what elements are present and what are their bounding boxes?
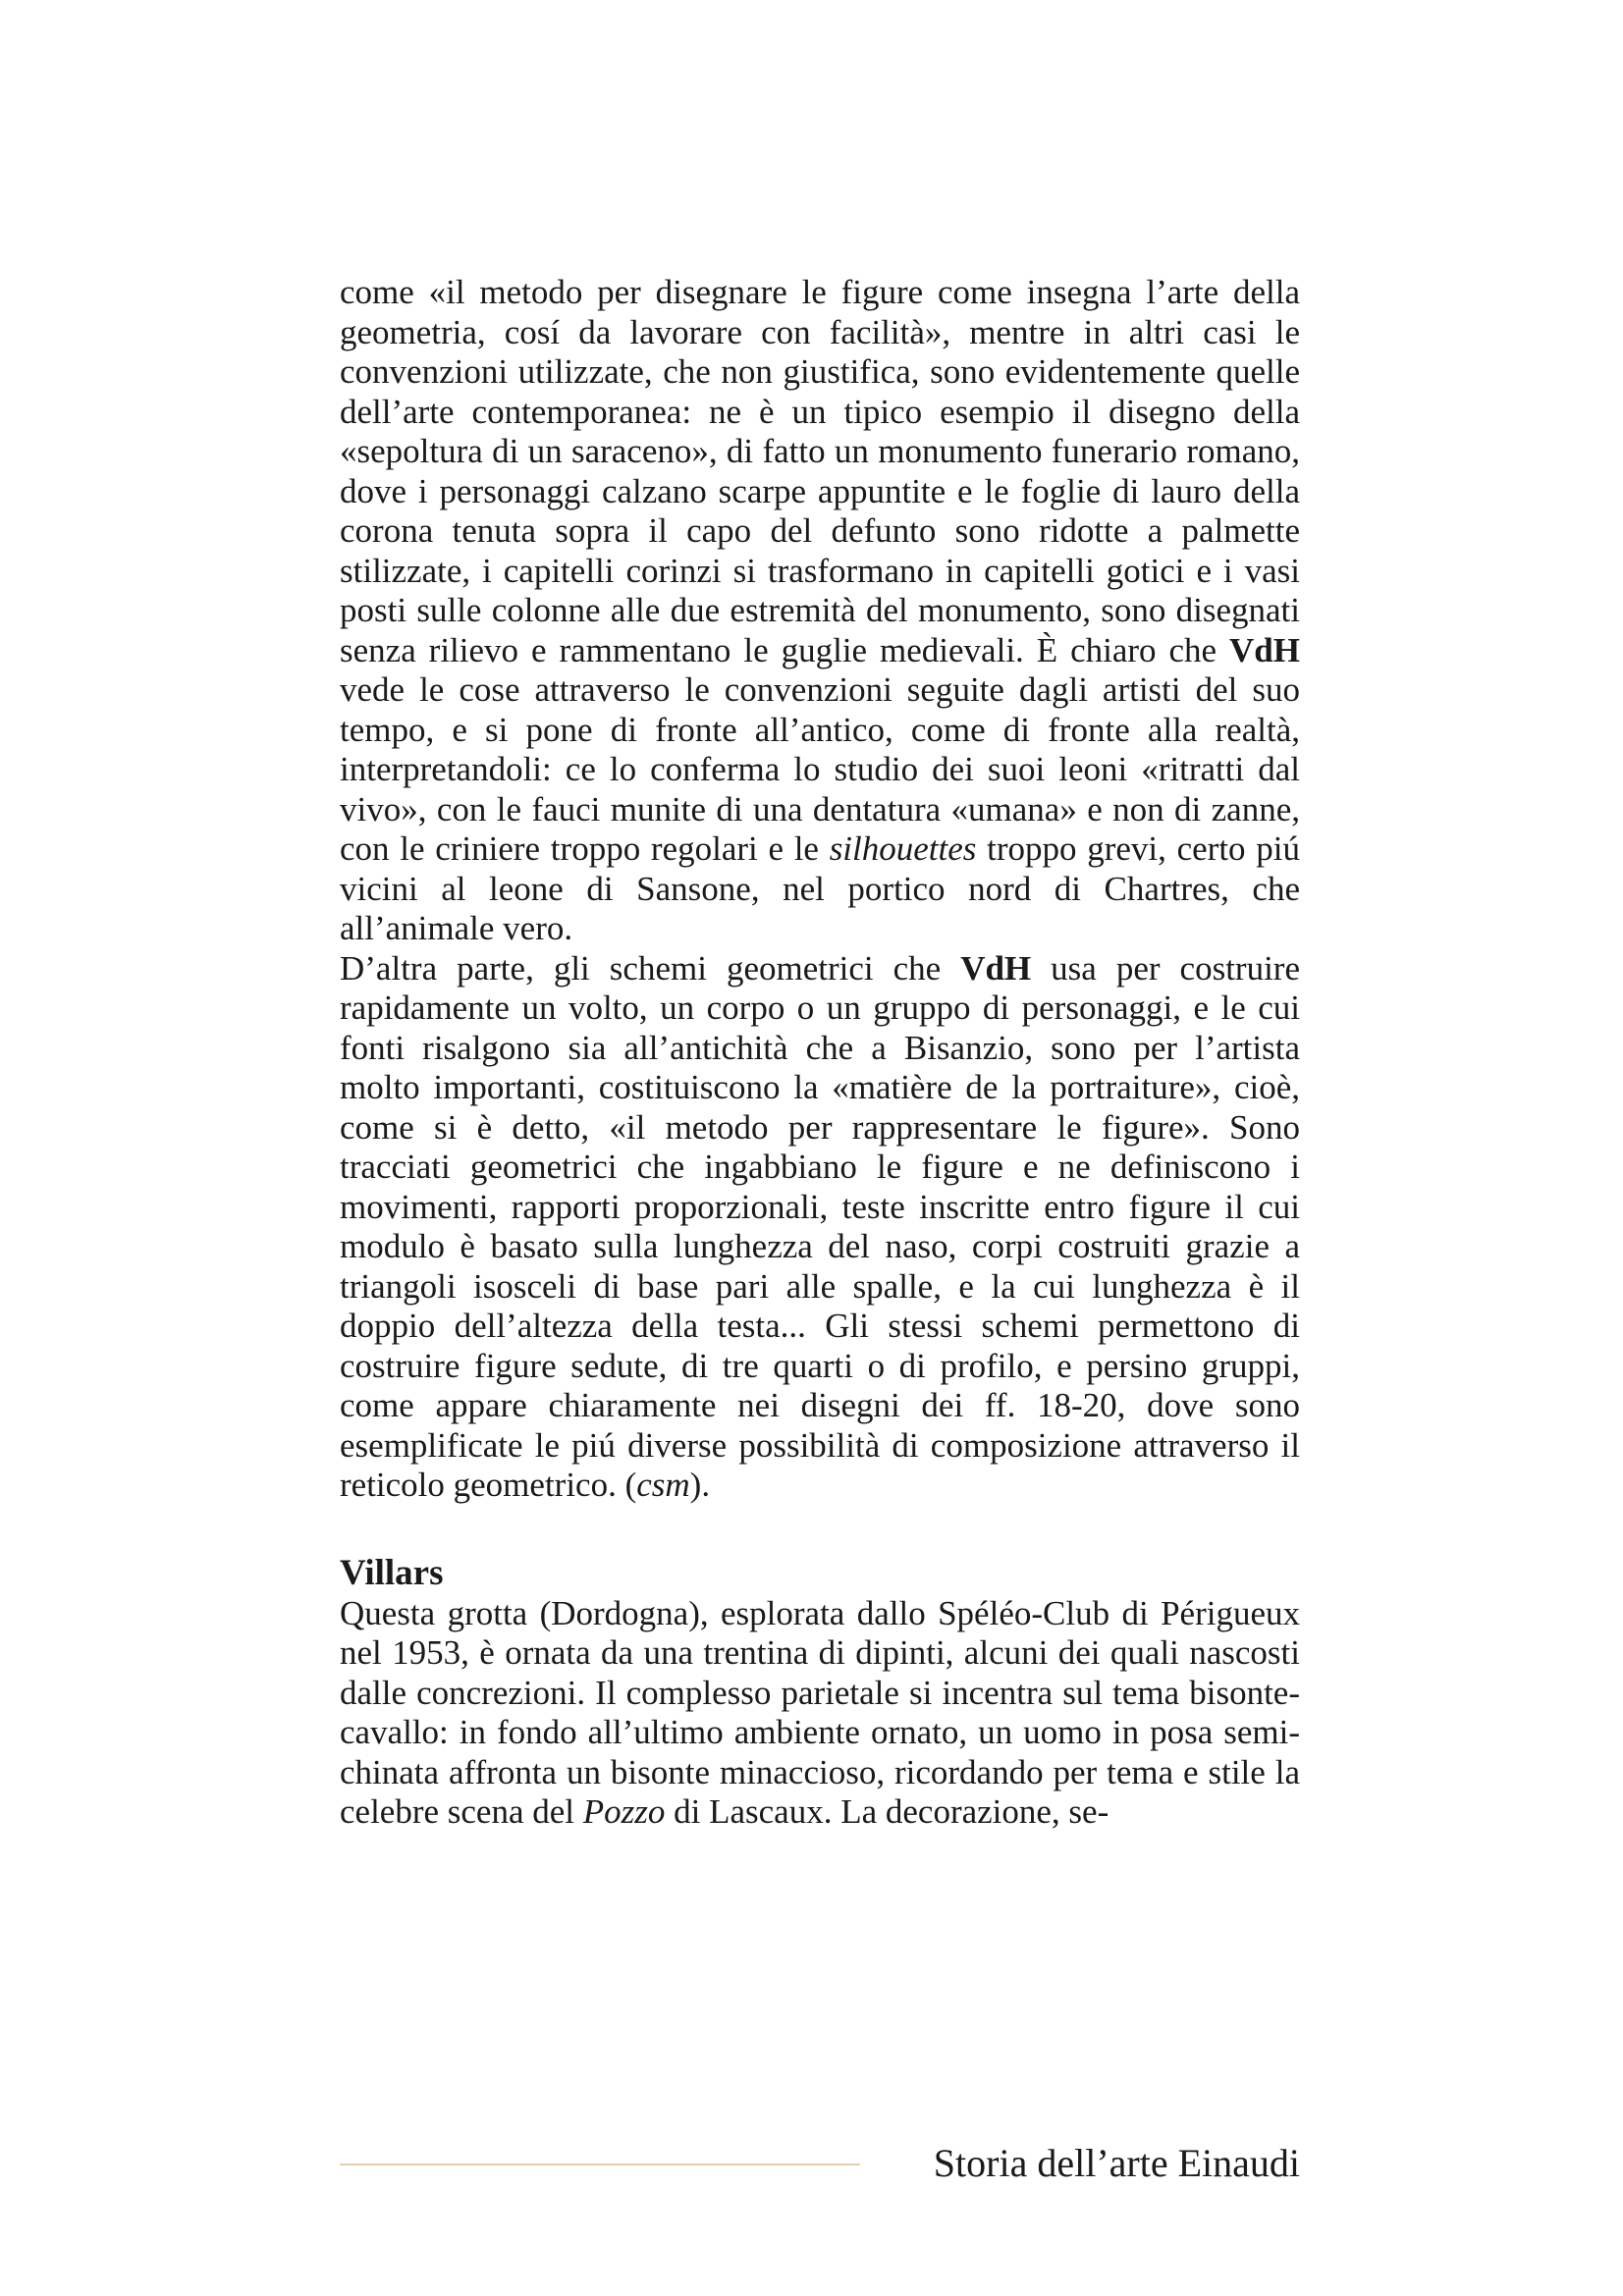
text-run: ). <box>689 1466 711 1504</box>
italic-term: Pozzo <box>582 1792 666 1831</box>
text-run: usa per costruire rapidamente un volto, un corpo o un gruppo di personaggi, e le cui fonti risalgono sia all’antichità che a Bisanzio, sono per l’artista molto importanti, costituiscono la «matière de la portraiture», cioè, come si è detto, «il metodo per rappresentare le figure». Sono tracciati geometrici che ingabbiano le figure e ne definiscono i movimenti, rapporti proporzionali, teste inscritte entro figure il cui modulo è basato sulla lunghezza del naso, corpi costruiti grazie a triangoli isosceli di base pari alle spalle, e la cui lunghezza è il doppio dell’altezza della testa... Gli stessi schemi permettono di costruire figure sedute, di tre quarti o di profilo, e persino gruppi, come appare chiaramente nei disegni dei ff. 18-20, dove sono esemplificate le piú diverse possibilità di composizione attraverso il reticolo geometrico. ( <box>340 948 1300 1504</box>
text-run: troppo grevi, certo piú vicini al leone di Sansone, nel portico nord di Chartres, che all’animale vero. <box>340 829 1300 947</box>
paragraph-villars <box>340 1594 1300 1833</box>
text-run: come «il metodo per disegnare le figure come insegna l’arte della geometria, cosí da lavorare con facilità», mentre in altri casi le convenzioni utilizzate, che non giustifica, sono evidentemente quelle dell’arte contemporanea: ne è un tipico esempio il disegno della «sepoltura di un saraceno», di fatto un monumento funerario romano, dove i personaggi calzano scarpe appuntite e le foglie di lauro della corona tenuta sopra il capo del defunto sono ridotte a palmette stilizzate, i capitelli corinzi si trasformano in capitelli gotici e i vasi posti sulle colonne alle due estremità del monumento, sono disegnati senza rilievo e rammentano le guglie medievali. È chiaro che <box>340 273 1300 669</box>
page-footer <box>340 2140 1300 2187</box>
author-abbreviation: VdH <box>1229 630 1300 669</box>
author-initials: csm <box>636 1466 690 1504</box>
italic-term: silhouettes <box>829 829 977 868</box>
text-run: di Lascaux. La decorazione, se- <box>665 1792 1109 1831</box>
paragraph-villard <box>340 273 1300 949</box>
footer-title: Storia dell’arte Einaudi <box>933 2141 1300 2185</box>
entry-heading: Villars <box>340 1552 444 1593</box>
text-run: vede le cose attraverso le convenzioni seguite dagli artisti del suo tempo, e si pone di fronte all’antico, come di fronte alla realtà, interpretandoli: ce lo conferma lo studio dei suoi leoni «ritratti dal vivo», con le fauci munite di una dentatura «umana» e non di zanne, con le criniere troppo regolari e le <box>340 670 1300 868</box>
paragraph-schemes <box>340 949 1300 1506</box>
footer-rule <box>340 2163 860 2165</box>
text-run: D’altra parte, gli schemi geometrici che <box>340 948 961 988</box>
author-abbreviation: VdH <box>960 948 1032 988</box>
body-text <box>340 273 1300 1833</box>
text-run: Questa grotta (Dordogna), esplorata dallo Spéléo-Club di Périgueux nel 1953, è ornata da una trentina di dipinti, alcuni dei quali nascosti dalle concrezioni. Il complesso parietale si incentra sul tema bisonte-cavallo: in fondo all’ultimo ambiente ornato, un uomo in posa semi-chinata affronta un bisonte minaccioso, ricordando per tema e stile la celebre scena del <box>340 1593 1300 1831</box>
